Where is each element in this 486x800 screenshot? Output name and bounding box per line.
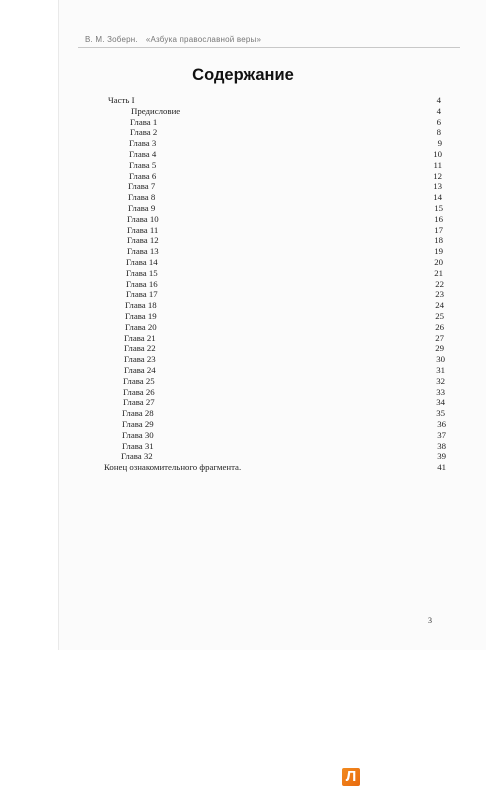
toc-entry-page: 35 [436, 408, 445, 419]
running-head-book-title: «Азбука православной веры» [145, 35, 262, 44]
toc-entry[interactable] [90, 279, 450, 290]
toc-entry[interactable] [90, 430, 450, 441]
toc-entry-page: 16 [434, 213, 443, 224]
toc-entry-page: 30 [436, 354, 445, 365]
toc-entry-page: 21 [434, 267, 443, 278]
page-number: 3 [428, 616, 432, 625]
toc-entry-label: Глава 11 [127, 224, 159, 235]
toc-entry-page: 14 [433, 192, 442, 203]
toc-entry-label: Предисловие [131, 105, 181, 116]
toc-entry[interactable] [90, 354, 450, 365]
toc-entry[interactable] [90, 171, 450, 182]
toc-entry-label: Глава 4 [129, 149, 157, 159]
toc-entry-label: Глава 20 [125, 321, 157, 332]
toc-entry-page: 20 [434, 257, 443, 267]
toc-entry[interactable] [90, 160, 450, 171]
toc-entry-page: 24 [435, 300, 444, 311]
toc-entry[interactable] [90, 203, 450, 214]
toc-entry-label: Глава 3 [129, 138, 157, 149]
toc-entry-page: 29 [435, 343, 444, 354]
toc-entry-page: 13 [433, 181, 442, 192]
toc-entry[interactable] [90, 343, 450, 354]
toc-entry-label: Глава 26 [123, 386, 155, 397]
toc-entry-label: Глава 29 [122, 419, 154, 429]
toc-entry[interactable] [90, 235, 450, 246]
toc-entry-label: Глава 13 [127, 246, 159, 257]
toc-entry-page: 8 [436, 127, 441, 138]
toc-entry-page: 4 [436, 105, 441, 116]
toc-entry-label: Глава 25 [123, 375, 155, 386]
toc-entry-page: 31 [436, 365, 445, 375]
toc-entry-page: 11 [433, 159, 442, 170]
toc-entry-label: Глава 10 [127, 213, 159, 224]
toc-entry-label: Глава 31 [122, 440, 154, 451]
toc-entry[interactable] [90, 311, 450, 322]
toc-entry-label: Глава 22 [124, 343, 156, 354]
toc-entry-page: 25 [435, 311, 444, 321]
toc-entry-label: Глава 2 [130, 127, 158, 138]
toc-entry-label: Глава 16 [126, 278, 158, 289]
toc-entry-label: Глава 28 [122, 408, 154, 419]
toc-entry-label: Глава 12 [127, 235, 159, 246]
toc-entry-label: Часть I [108, 95, 135, 105]
toc-entry-page: 26 [435, 321, 444, 332]
toc-entry-page: 4 [436, 95, 441, 105]
toc-entry-label: Глава 7 [128, 181, 156, 192]
toc-entry-label: Глава 15 [126, 267, 158, 278]
toc-entry-label: Глава 24 [124, 365, 156, 375]
toc-entry-label: Глава 9 [128, 203, 156, 213]
toc-entry[interactable] [90, 289, 450, 300]
toc-entry[interactable] [90, 376, 450, 387]
toc-entry[interactable] [90, 387, 450, 398]
toc-entry-page: 9 [437, 138, 442, 149]
toc-entry[interactable] [90, 257, 450, 268]
toc-entry-page: 32 [436, 375, 445, 386]
toc-entry-label: Глава 17 [126, 289, 158, 300]
toc-entry-page: 22 [435, 278, 444, 289]
page-title: Содержание [192, 66, 294, 84]
toc-entry[interactable] [90, 181, 450, 192]
toc-entry[interactable] [90, 246, 450, 257]
toc-entry-page: 36 [437, 419, 446, 429]
running-head [85, 35, 261, 44]
toc-entry[interactable] [90, 365, 450, 376]
toc-entry[interactable] [90, 106, 450, 117]
toc-entry[interactable] [90, 225, 450, 236]
toc-entry-page: 34 [436, 397, 445, 408]
toc-entry-label: Глава 6 [129, 170, 157, 181]
litres-logo-icon: Л [342, 768, 360, 786]
toc-entry-page: 15 [434, 203, 443, 213]
toc-entry-page: 6 [436, 116, 441, 127]
toc-entry-label: Глава 18 [125, 300, 157, 311]
toc-entry-label: Глава 32 [121, 451, 153, 462]
toc-entry[interactable] [90, 322, 450, 333]
toc-entry-label: Глава 23 [124, 354, 156, 365]
toc-entry[interactable] [90, 408, 450, 419]
toc-entry[interactable] [90, 268, 450, 279]
toc-entry-label: Глава 19 [125, 311, 157, 321]
toc-entry-page: 41 [437, 462, 446, 473]
toc-entry-page: 18 [434, 235, 443, 246]
toc-entry-label: Конец ознакомительного фрагмента. [104, 462, 242, 473]
toc-entry[interactable] [90, 300, 450, 311]
toc-entry-label: Глава 8 [128, 192, 156, 203]
toc-entry-label: Глава 1 [130, 116, 158, 127]
toc-entry-page: 19 [434, 246, 443, 257]
toc-entry[interactable] [90, 333, 450, 344]
toc-entry-page: 37 [437, 429, 446, 440]
toc-entry-label: Глава 5 [129, 159, 157, 170]
toc-entry-page: 33 [436, 386, 445, 397]
toc-entry-page: 27 [435, 332, 444, 343]
toc-entry[interactable] [90, 419, 450, 430]
toc-entry-page: 23 [435, 289, 444, 300]
toc-entry[interactable] [90, 441, 450, 452]
toc-entry[interactable] [90, 214, 450, 225]
toc-entry[interactable] [90, 451, 450, 462]
toc-entry[interactable] [90, 192, 450, 203]
toc-entry[interactable] [90, 138, 450, 149]
toc-entry[interactable] [90, 117, 450, 128]
toc-entry[interactable] [90, 149, 450, 160]
running-head-author: В. М. Зоберн. [85, 35, 138, 44]
toc-entry-label: Глава 30 [122, 429, 154, 440]
toc-entry[interactable] [90, 95, 450, 106]
toc-entry-label: Глава 21 [124, 332, 156, 343]
header-rule [78, 47, 460, 48]
toc-entry-page: 38 [437, 440, 446, 451]
toc-entry[interactable] [90, 127, 450, 138]
toc-entry-page: 10 [433, 149, 442, 159]
toc-entry-page: 17 [434, 224, 443, 235]
toc-entry-page: 39 [437, 451, 446, 462]
toc-entry[interactable] [90, 462, 450, 473]
toc-entry-label: Глава 14 [126, 257, 158, 267]
toc-entry-page: 12 [433, 170, 442, 181]
toc-entry[interactable] [90, 397, 450, 408]
toc-entry-label: Глава 27 [123, 397, 155, 408]
